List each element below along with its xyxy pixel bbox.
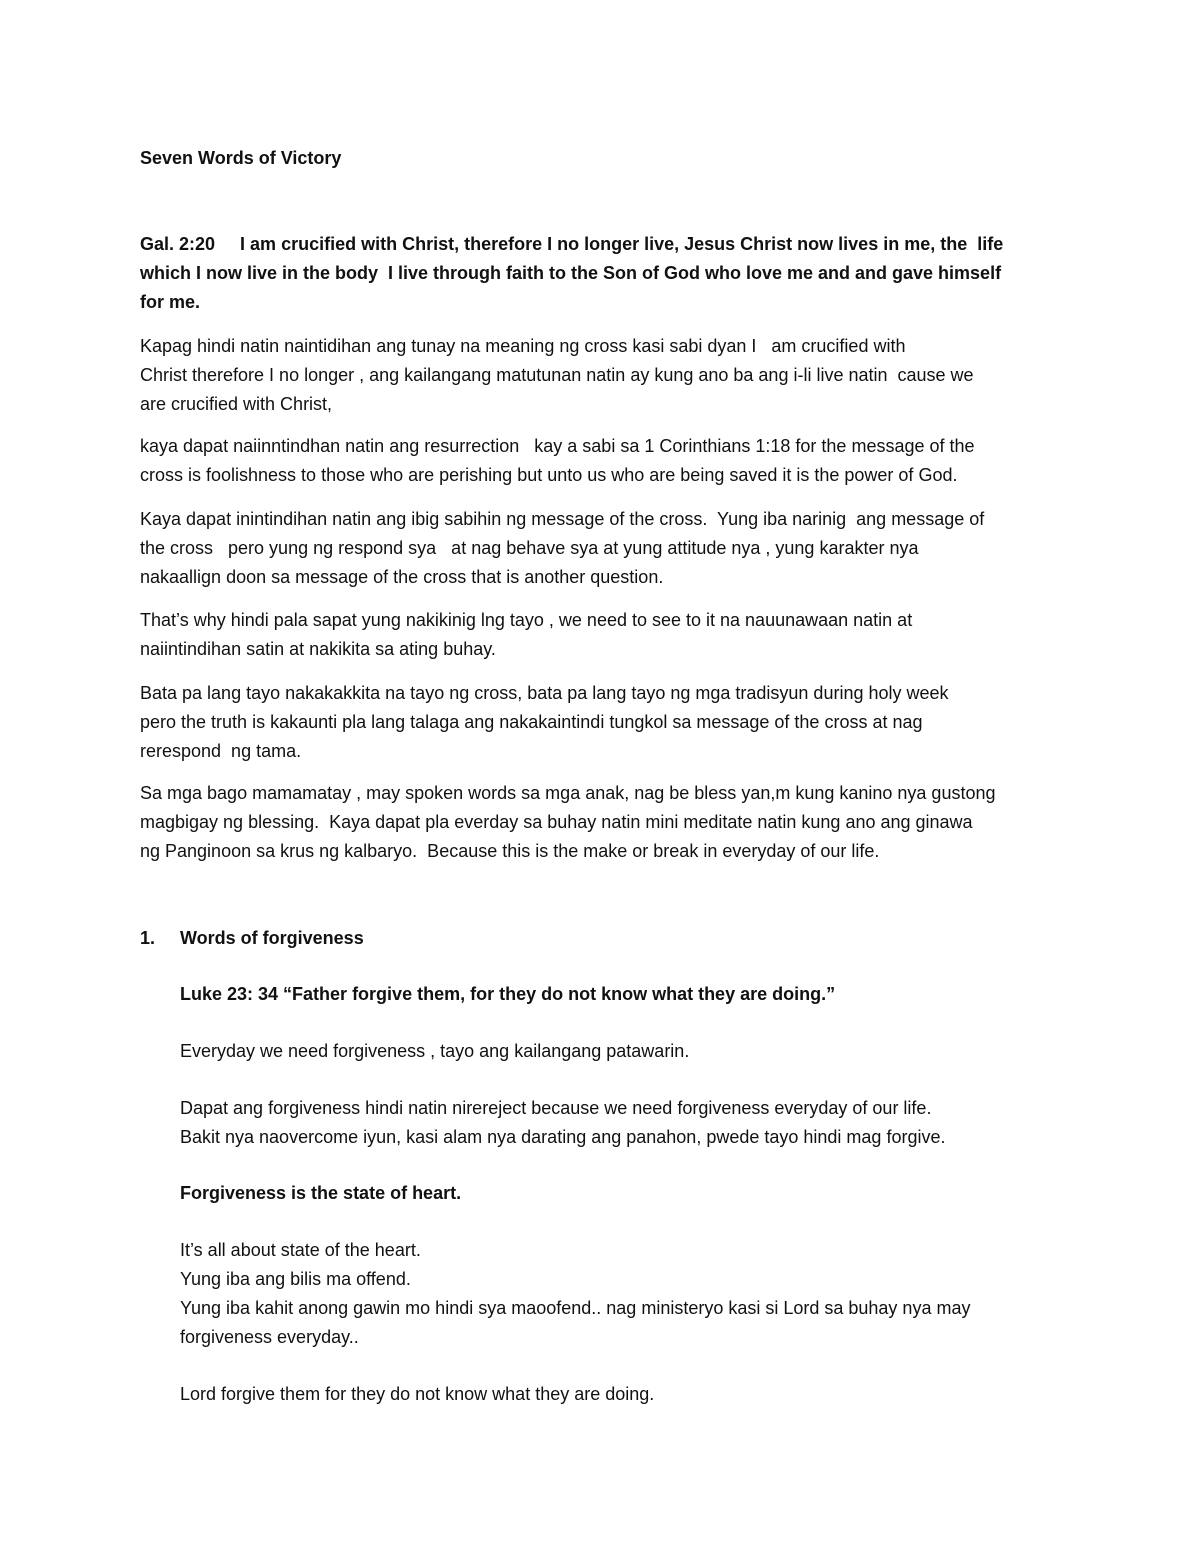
paragraph-line: Kapag hindi natin naintidihan ang tunay na meaning ng cross kasi sabi dyan I am crucified with: [140, 336, 906, 356]
verse-line: Gal. 2:20 I am crucified with Christ, therefore I no longer live, Jesus Christ now lives in me, the life: [140, 234, 1004, 254]
galatians-verse: [140, 230, 1060, 317]
section-number: 1.: [140, 928, 156, 948]
paragraph-line: rerespond ng tama.: [140, 741, 302, 761]
paragraph-line: naiintindihan satin at nakikita sa ating buhay.: [140, 639, 496, 659]
paragraph-line: Christ therefore I no longer , ang kailangang matutunan natin ay kung ano ba ang i-li live natin cause we: [140, 365, 974, 385]
heart-paragraph: [180, 1236, 1060, 1352]
paragraph-kaya-naiinntindhan: [140, 432, 1060, 490]
paragraph-line: That’s why hindi pala sapat yung nakikinig lng tayo , we need to see to it na nauunawaan natin at: [140, 610, 913, 630]
paragraph-line: Yung iba kahit anong gawin mo hindi sya maoofend.. nag ministeryo kasi si Lord sa buhay nya may: [180, 1298, 971, 1318]
paragraph-line: Kaya dapat inintindihan natin ang ibig sabihin ng message of the cross. Yung iba narinig ang message of: [140, 509, 985, 529]
paragraph-line: magbigay ng blessing. Kaya dapat pla everday sa buhay natin mini meditate natin kung ano ang ginawa: [140, 812, 973, 832]
paragraph-bata-pa: [140, 679, 1060, 766]
paragraph-line: nakaallign doon sa message of the cross that is another question.: [140, 567, 664, 587]
lord-forgive-line: Lord forgive them for they do not know what they are doing.: [180, 1384, 655, 1404]
forgiveness-paragraph: [180, 1094, 1060, 1152]
paragraph-line: Bata pa lang tayo nakakakkita na tayo ng cross, bata pa lang tayo ng mga tradisyun during holy week: [140, 683, 949, 703]
paragraph-line: It’s all about state of the heart.: [180, 1240, 421, 1260]
verse-line: which I now live in the body I live through faith to the Son of God who love me and and gave himself: [140, 263, 1002, 283]
paragraph-kapag: [140, 332, 1060, 419]
luke-verse: Luke 23: 34 “Father forgive them, for they do not know what they are doing.”: [180, 984, 836, 1004]
paragraph-kaya-inintindihan: [140, 505, 1060, 592]
paragraph-line: kaya dapat naiinntindhan natin ang resurrection kay a sabi sa 1 Corinthians 1:18 for the message of the: [140, 436, 975, 456]
paragraph-line: Yung iba ang bilis ma offend.: [180, 1269, 411, 1289]
paragraph-line: Sa mga bago mamamatay , may spoken words sa mga anak, nag be bless yan,m kung kanino nya gustong: [140, 783, 996, 803]
document-title: Seven Words of Victory: [140, 148, 342, 168]
paragraph-thats-why: [140, 606, 1060, 664]
paragraph-line: Bakit nya naovercome iyun, kasi alam nya darating ang panahon, pwede tayo hindi mag forgive.: [180, 1127, 946, 1147]
everyday-line: Everyday we need forgiveness , tayo ang kailangang patawarin.: [180, 1041, 690, 1061]
paragraph-line: pero the truth is kakaunti pla lang talaga ang nakakaintindi tungkol sa message of the cross at nag: [140, 712, 923, 732]
paragraph-line: the cross pero yung ng respond sya at nag behave sya at yung attitude nya , yung karakter nya: [140, 538, 919, 558]
section-heading: Words of forgiveness: [180, 928, 364, 948]
paragraph-line: Dapat ang forgiveness hindi natin nirereject because we need forgiveness everyday of our life.: [180, 1098, 932, 1118]
paragraph-line: ng Panginoon sa krus ng kalbaryo. Because this is the make or break in everyday of our life.: [140, 841, 880, 861]
paragraph-line: cross is foolishness to those who are perishing but unto us who are being saved it is the power of God.: [140, 465, 958, 485]
paragraph-line: are crucified with Christ,: [140, 394, 333, 414]
verse-line: for me.: [140, 292, 201, 312]
paragraph-line: forgiveness everyday..: [180, 1327, 359, 1347]
forgiveness-heading: Forgiveness is the state of heart.: [180, 1183, 462, 1203]
paragraph-sa-mga-bago: [140, 779, 1060, 866]
